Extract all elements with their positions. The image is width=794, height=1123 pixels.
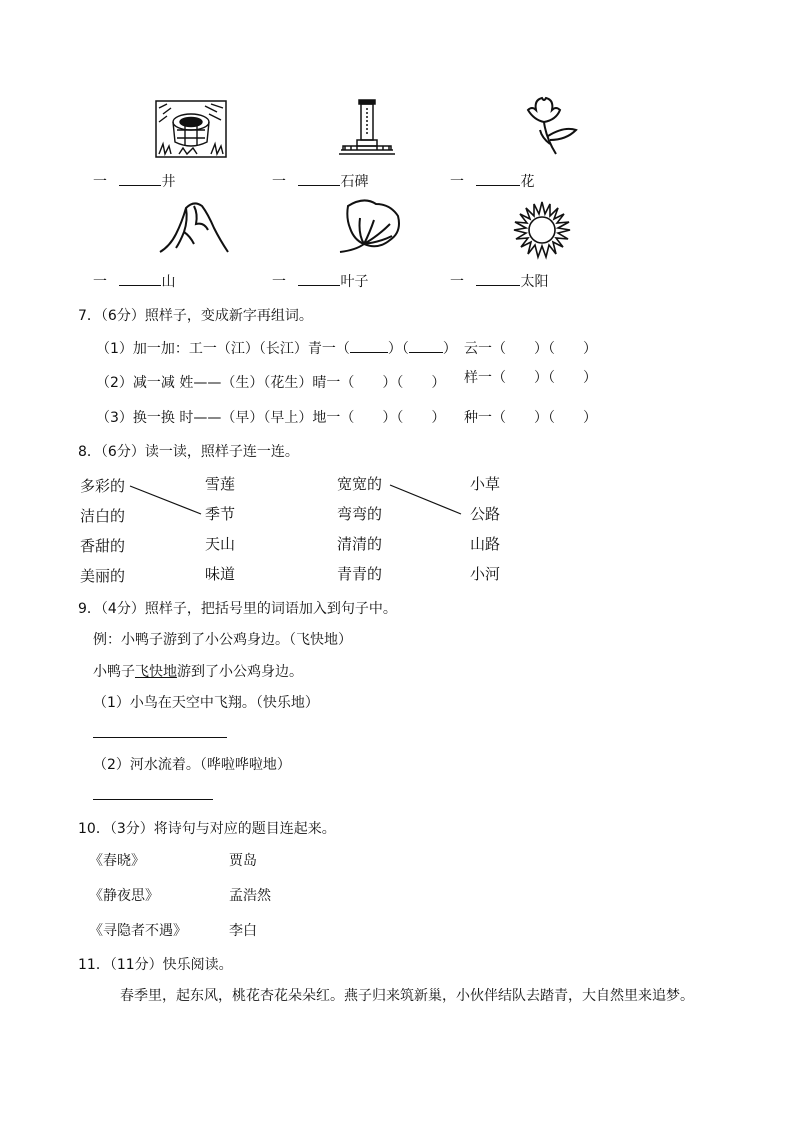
q7-row-2-label: （2）减一减 姓——（生）（花生）晴一（ ）（ ） [96, 375, 446, 391]
q8-col1-item[interactable]: 香甜的 [80, 537, 126, 555]
q9-answer-line-1[interactable] [93, 737, 227, 738]
noun-label: 井 [161, 174, 176, 190]
q10-poem[interactable]: 《静夜思》 [89, 888, 159, 904]
q9-example: 例：小鸭子游到了小公鸡身边。（飞快地） [93, 632, 352, 648]
prefix-label: 一 [450, 274, 464, 290]
q7-row-2-right[interactable]: 样一（ ）（ ） [464, 370, 597, 386]
q8-col2-item[interactable]: 天山 [205, 535, 236, 553]
q8-col3-item[interactable]: 弯弯的 [337, 505, 383, 523]
q8-col2-item[interactable]: 雪莲 [205, 475, 236, 493]
q10-author[interactable]: 孟浩然 [229, 888, 271, 904]
q8-col1-item[interactable]: 多彩的 [80, 477, 126, 495]
question-9-title: 9．（4分）照样子，把括号里的词语加入到句子中。 [78, 601, 397, 617]
prefix-label: 一 [450, 174, 464, 190]
q7-row-1-label: （1）加一加：工一（江）（长江）青一（ [96, 341, 350, 357]
example-line-2 [390, 485, 461, 514]
q9-item-2: （2）河水流着。（哗啦哗啦地） [93, 757, 291, 773]
noun-label: 山 [161, 274, 176, 290]
q8-col4-item[interactable]: 山路 [470, 535, 501, 553]
q9-answer-pre: 小鸭子 [93, 664, 135, 680]
q8-col4-item[interactable]: 公路 [470, 505, 501, 523]
q10-poem[interactable]: 《寻隐者不遇》 [89, 923, 187, 939]
question-10-title: 10．（3分）将诗句与对应的题目连起来。 [78, 821, 336, 837]
q9-answer-word: 飞快地 [135, 664, 177, 680]
noun-label: 花 [520, 174, 535, 190]
noun-label: 叶子 [340, 274, 369, 290]
question-7-title: 7．（6分）照样子，变成新字再组词。 [78, 308, 313, 324]
q9-example-answer [93, 661, 303, 681]
noun-label: 太阳 [520, 274, 549, 290]
q8-col1-item[interactable]: 洁白的 [80, 507, 126, 525]
q7-row-3-right[interactable]: 种一（ ）（ ） [464, 410, 597, 426]
q7-row-1-right[interactable]: 云一（ ）（ ） [464, 341, 597, 357]
example-line-1 [130, 486, 201, 514]
q9-answer-post: 游到了小公鸡身边。 [177, 664, 303, 680]
q8-col3-item[interactable]: 宽宽的 [337, 475, 383, 493]
q8-col4-item[interactable]: 小草 [470, 475, 501, 493]
q7-row-1-mid: ）（ [387, 341, 409, 357]
q9-item-1: （1）小鸟在天空中飞翔。（快乐地） [93, 695, 319, 711]
q7-row-1-end: ） [442, 341, 457, 357]
prefix-label: 一 [272, 274, 286, 290]
q11-passage: 春季里，起东风，桃花杏花朵朵红。燕子归来筑新巢，小伙伴结队去踏青，大自然里来追梦。 [120, 988, 694, 1004]
prefix-label: 一 [272, 174, 286, 190]
q10-author[interactable]: 贾岛 [229, 853, 257, 869]
q10-poem[interactable]: 《春晓》 [89, 853, 145, 869]
q8-col1-item[interactable]: 美丽的 [80, 567, 126, 585]
q7-row-3-label: （3）换一换 时——（早）（早上）地一（ ）（ ） [96, 410, 446, 426]
noun-label: 石碑 [340, 174, 369, 190]
q8-col3-item[interactable]: 清清的 [337, 535, 383, 553]
question-8-title: 8．（6分）读一读，照样子连一连。 [78, 444, 299, 460]
q9-answer-line-2[interactable] [93, 799, 213, 800]
q8-col3-item[interactable]: 青青的 [337, 565, 383, 583]
q8-col2-item[interactable]: 味道 [205, 565, 236, 583]
question-11-title: 11．（11分）快乐阅读。 [78, 957, 233, 973]
q10-author[interactable]: 李白 [229, 923, 257, 939]
prefix-label: 一 [93, 274, 107, 290]
q8-col2-item[interactable]: 季节 [205, 505, 236, 523]
q8-col4-item[interactable]: 小河 [470, 565, 501, 583]
prefix-label: 一 [93, 174, 107, 190]
